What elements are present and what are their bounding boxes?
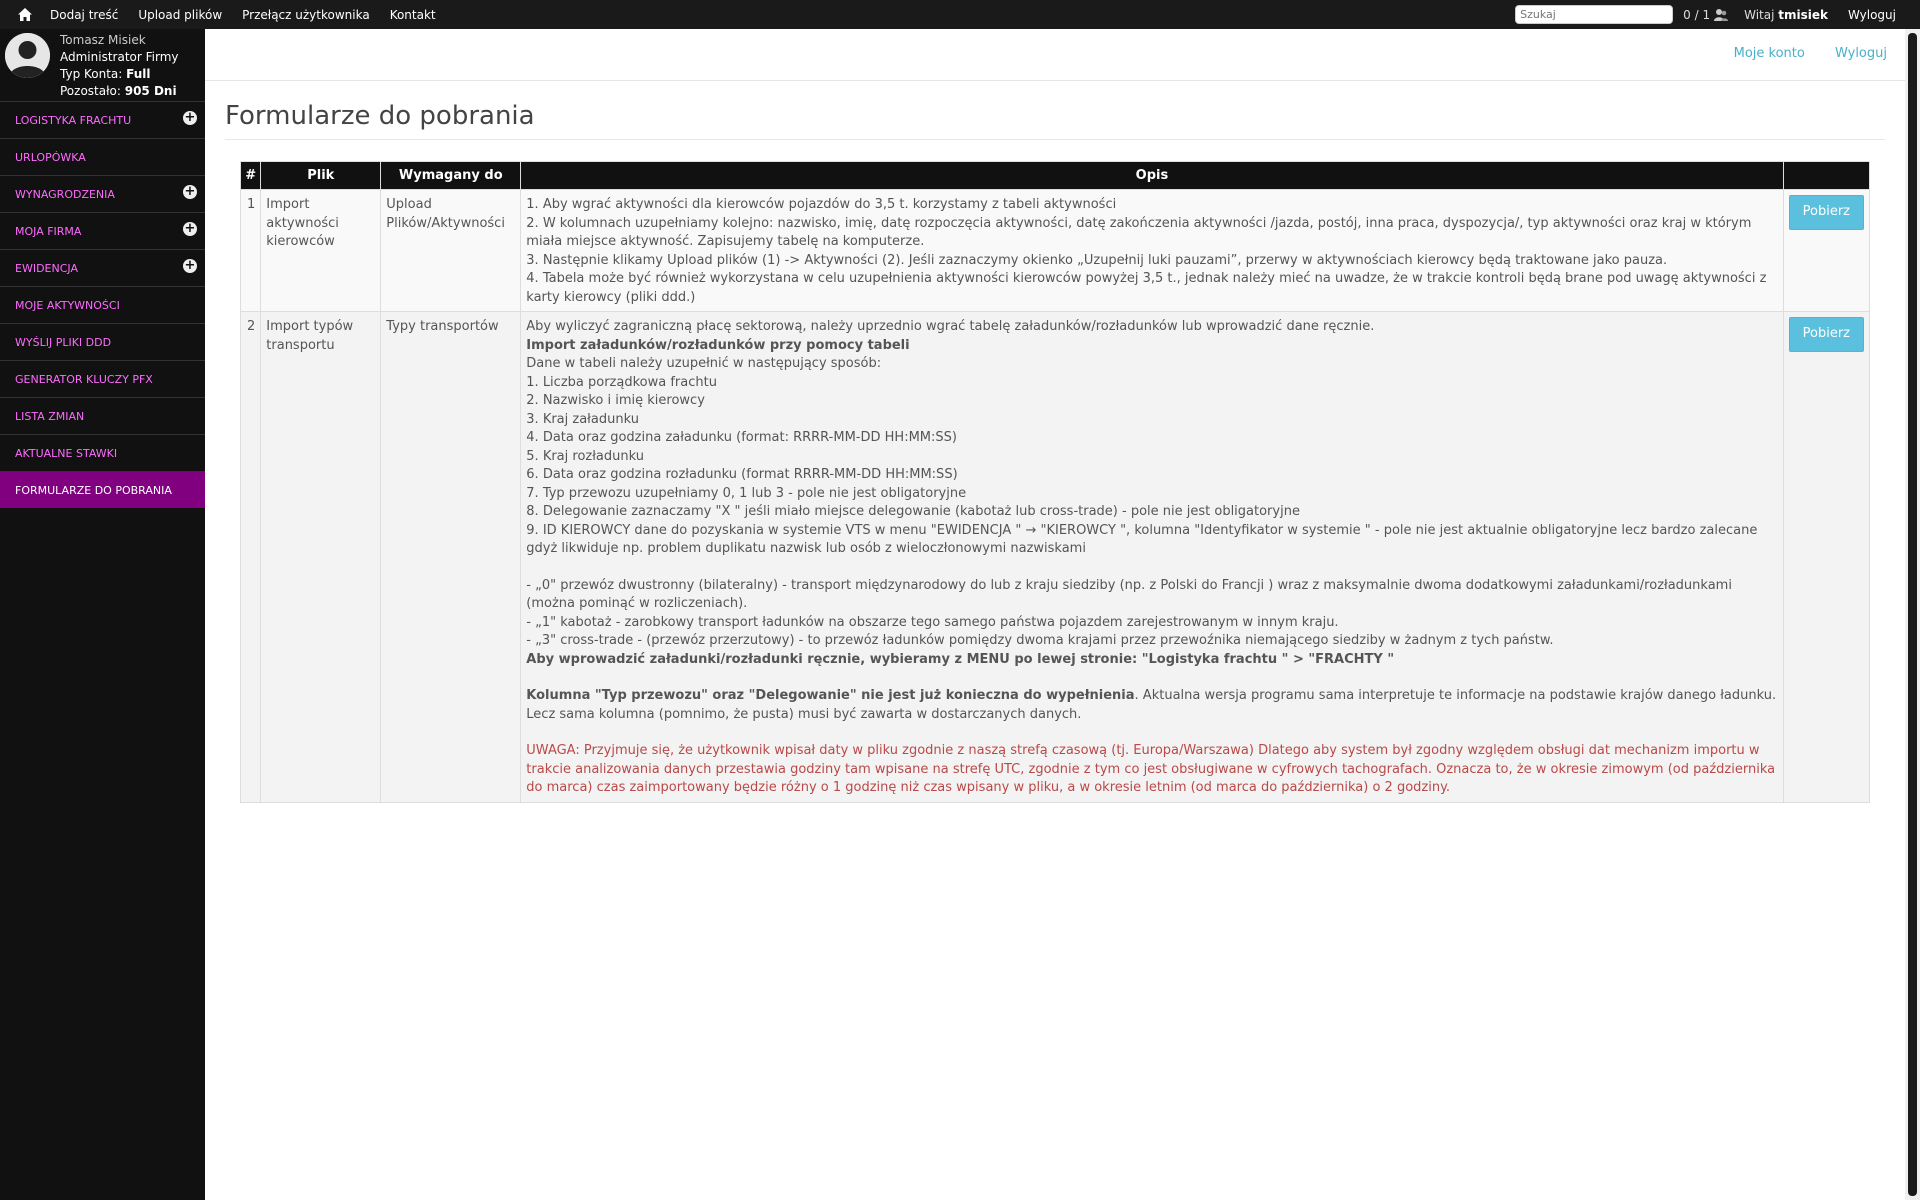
row-description	[521, 190, 1783, 312]
sidebar-item-label: WYNAGRODZENIA	[15, 187, 115, 201]
title-divider	[225, 139, 1885, 140]
profile-role: Administrator Firmy	[60, 50, 179, 64]
column-header-action	[1783, 162, 1869, 190]
sidebar-item-label: AKTUALNE STAWKI	[15, 446, 118, 460]
expand-plus-icon[interactable]: +	[184, 258, 196, 273]
sidebar-item-label: FORMULARZE DO POBRANIA	[15, 483, 172, 497]
row-file-name: Import typów transportu	[261, 312, 381, 803]
sidebar-item-logistyka-frachtu[interactable]	[0, 101, 205, 138]
row-description	[521, 312, 1783, 803]
column-header-required: Wymagany do	[381, 162, 521, 190]
column-header-number: #	[241, 162, 261, 190]
profile-name: Tomasz Misiek	[60, 33, 146, 47]
sidebar-item-wynagrodzenia[interactable]	[0, 175, 205, 212]
warning-text: UWAGA: Przyjmuje się, że użytkownik wpisał daty w pliku zgodnie z naszą strefą czasową (tj. Europa/Warszawa) Dlatego aby system był zgodny względem obsługi dat mechanizm importu w trakcie analizowania danych przestawia godziny tam wpisane na strefę UTC, zgodnie z tym co jest obsługiwane w cyfrowych tachografach. Oznacza to, że w okresie zimowym (od października do marca) czas zaimportowany będzie różny o 1 godzinę niż czas wpisany w pliku, a w okresie letnim (od marca do października) o 2 godziny.	[526, 743, 1776, 795]
description-step: 4. Data oraz godzina załadunku (format: RRRR-MM-DD HH:MM:SS)	[526, 430, 957, 445]
profile-account-type	[60, 66, 205, 83]
description-line: 4. Tabela może być również wykorzystana w celu uzupełnienia aktywności kierowców powyżej 3,5 t., jednak należy mieć na uwadze, że w trakcie kontroli będą brane pod uwagę aktywności z karty kierowcy (pliki ddd.)	[526, 271, 1767, 305]
description-heading: Import załadunków/rozładunków przy pomocy tabeli	[526, 337, 910, 353]
transport-type: - „0" przewóz dwustronny (bilateralny) - transport międzynarodowy do lub z kraju siedziby (np. z Polski do Francji ) wraz z maksymalnie dwoma dodatkowymi załadunkami/rozładunkami (można pominąć w rozliczeniach).	[526, 577, 1732, 611]
header-logout-link[interactable]: Wyloguj	[1835, 46, 1887, 61]
scrollbar-thumb[interactable]	[1908, 33, 1917, 1196]
online-users-counter: 0 / 1	[1683, 7, 1711, 22]
description-step: 1. Liczba porządkowa frachtu	[526, 374, 717, 390]
username: tmisiek	[1778, 7, 1828, 22]
expand-plus-icon[interactable]: +	[184, 221, 196, 236]
remaining-label: Pozostało:	[60, 84, 121, 98]
spacer	[526, 559, 1777, 577]
sidebar-item-generator-kluczy-pfx[interactable]	[0, 360, 205, 397]
main-header	[205, 29, 1905, 81]
sidebar-item-label: EWIDENCJA	[15, 261, 78, 275]
description-line: 3. Następnie klikamy Upload plików (1) -> Aktywności (2). Jeśli zaznaczymy okienko „Uzupełnij luki pauzami”, przerwy w aktywnościach kierowcy będą traktowane jako pauza.	[526, 252, 1668, 268]
manual-entry-note: Aby wprowadzić załadunki/rozładunki ręcznie, wybieramy z MENU po lewej stronie: "Logistyka frachtu " > "FRACHTY "	[526, 651, 1395, 667]
column-header-file: Plik	[261, 162, 381, 190]
sidebar-item-moja-firma[interactable]	[0, 212, 205, 249]
row-required-for: Typy transportów	[381, 312, 521, 803]
description-step: 3. Kraj załadunku	[526, 411, 639, 427]
forms-table	[240, 161, 1870, 803]
column-note-rest: . Aktualna wersja programu sama interpretuje te informacje na podstawie krajów danego ładunku. Lecz sama kolumna (pomnimo, że pusta) musi być zawarta w dostarczanych danych.	[526, 688, 1777, 722]
sidebar-item-label: MOJE AKTYWNOŚCI	[15, 298, 120, 312]
users-icon	[1714, 8, 1728, 22]
description-step: 6. Data oraz godzina rozładunku (format RRRR-MM-DD HH:MM:SS)	[526, 467, 958, 482]
expand-plus-icon[interactable]: +	[184, 184, 196, 199]
spacer	[526, 669, 1777, 687]
home-icon[interactable]	[16, 6, 34, 24]
account-type-value: Full	[126, 67, 151, 81]
search-input[interactable]	[1515, 5, 1673, 24]
table-row	[241, 312, 1870, 803]
row-number: 2	[241, 312, 261, 803]
sidebar-item-formularze-do-pobrania[interactable]	[0, 471, 205, 508]
account-type-label: Typ Konta:	[60, 67, 123, 81]
welcome-text	[1744, 8, 1828, 22]
nav-link-contact[interactable]: Kontakt	[389, 7, 436, 22]
sidebar-item-moje-aktywnosci[interactable]	[0, 286, 205, 323]
transport-type: - „3" cross-trade - (przewóz przerzutowy) - to przewóz ładunków pomiędzy dwoma krajami przez przewoźnika niemającego siedziby w żadnym z tych państw.	[526, 633, 1554, 648]
nav-link-upload[interactable]: Upload plików	[138, 7, 223, 22]
sidebar-item-label: URLOPÓWKA	[15, 150, 86, 164]
page-title: Formularze do pobrania	[225, 101, 535, 131]
my-account-link[interactable]: Moje konto	[1733, 46, 1805, 61]
row-file-name: Import aktywności kierowców	[261, 190, 381, 312]
sidebar	[0, 29, 205, 1200]
row-action-cell	[1783, 190, 1869, 312]
sidebar-item-label: GENERATOR KLUCZY PFX	[15, 372, 153, 386]
column-note	[526, 687, 1777, 724]
top-bar	[0, 0, 1920, 29]
remaining-value: 905 Dni	[124, 84, 177, 98]
description-step: 2. Nazwisko i imię kierowcy	[526, 393, 705, 408]
description-instruction: Dane w tabeli należy uzupełnić w następujący sposób:	[526, 356, 882, 371]
sidebar-item-ewidencja[interactable]	[0, 249, 205, 286]
sidebar-item-label: MOJA FIRMA	[15, 224, 82, 238]
row-required-for: Upload Plików/Aktywności	[381, 190, 521, 312]
sidebar-item-wyslij-pliki-ddd[interactable]	[0, 323, 205, 360]
description-line: 2. W kolumnach uzupełniamy kolejno: nazwisko, imię, datę rozpoczęcia aktywności, datę zakończenia aktywności /jazda, postój, inna praca, dyspozycja/, typ aktywności oraz kraj w którym miała miejsce aktywność. Zapisujemy tabelę na komputerze.	[526, 215, 1752, 249]
sidebar-item-label: LOGISTYKA FRACHTU	[15, 113, 132, 127]
nav-link-switch-user[interactable]: Przełącz użytkownika	[242, 7, 370, 22]
page-scrollbar[interactable]	[1905, 29, 1920, 1200]
sidebar-item-label: WYŚLIJ PLIKI DDD	[15, 335, 112, 349]
column-note-bold: Kolumna "Typ przewozu" oraz "Delegowanie" nie jest już konieczna do wypełnienia	[526, 688, 1135, 703]
description-intro: Aby wyliczyć zagraniczną płacę sektorową, należy uprzednio wgrać tabelę załadunków/rozładunków lub wprowadzić dane ręcznie.	[526, 319, 1375, 334]
profile-remaining	[60, 83, 205, 100]
sidebar-item-lista-zmian[interactable]	[0, 397, 205, 434]
row-number: 1	[241, 190, 261, 312]
sidebar-item-label: LISTA ZMIAN	[15, 409, 85, 423]
column-header-description: Opis	[521, 162, 1783, 190]
topbar-logout-link[interactable]: Wyloguj	[1848, 7, 1896, 22]
transport-type: - „1" kabotaż - zarobkowy transport ładunków na obszarze tego samego państwa pojazdem zarejestrowanym w innym kraju.	[526, 614, 1339, 630]
table-header-row	[241, 162, 1870, 190]
avatar	[5, 33, 50, 78]
description-step: 5. Kraj rozładunku	[526, 448, 644, 464]
download-button[interactable]: Pobierz	[1789, 195, 1864, 230]
sidebar-item-aktualne-stawki[interactable]	[0, 434, 205, 471]
description-line: 1. Aby wgrać aktywności dla kierowców pojazdów do 3,5 t. korzystamy z tabeli aktywności	[526, 197, 1117, 212]
download-button[interactable]: Pobierz	[1789, 317, 1864, 352]
expand-plus-icon[interactable]: +	[184, 110, 196, 125]
description-step: 7. Typ przewozu uzupełniamy 0, 1 lub 3 - pole nie jest obligatoryjne	[526, 485, 967, 501]
table-row	[241, 190, 1870, 312]
row-action-cell	[1783, 312, 1869, 803]
welcome-prefix: Witaj	[1744, 7, 1775, 22]
sidebar-menu	[0, 101, 205, 508]
description-step: 8. Delegowanie zaznaczamy "X " jeśli miało miejsce delegowanie (kabotaż lub cross-trade) - pole nie jest obligatoryjne	[526, 504, 1300, 519]
spacer	[526, 724, 1777, 742]
nav-link-add-content[interactable]: Dodaj treść	[50, 7, 119, 22]
description-step: 9. ID KIEROWCY dane do pozyskania w systemie VTS w menu "EWIDENCJA " → "KIEROWCY ", kolumna "Identyfikator w systemie " - pole nie jest aktualnie obligatoryjne lecz bardzo zalecane gdyż likwiduje np. problem duplikatu nazwisk lub osób z wieloczłonowymi nazwiskami	[526, 522, 1758, 556]
sidebar-item-urlopowka[interactable]	[0, 138, 205, 175]
user-profile	[0, 29, 205, 101]
